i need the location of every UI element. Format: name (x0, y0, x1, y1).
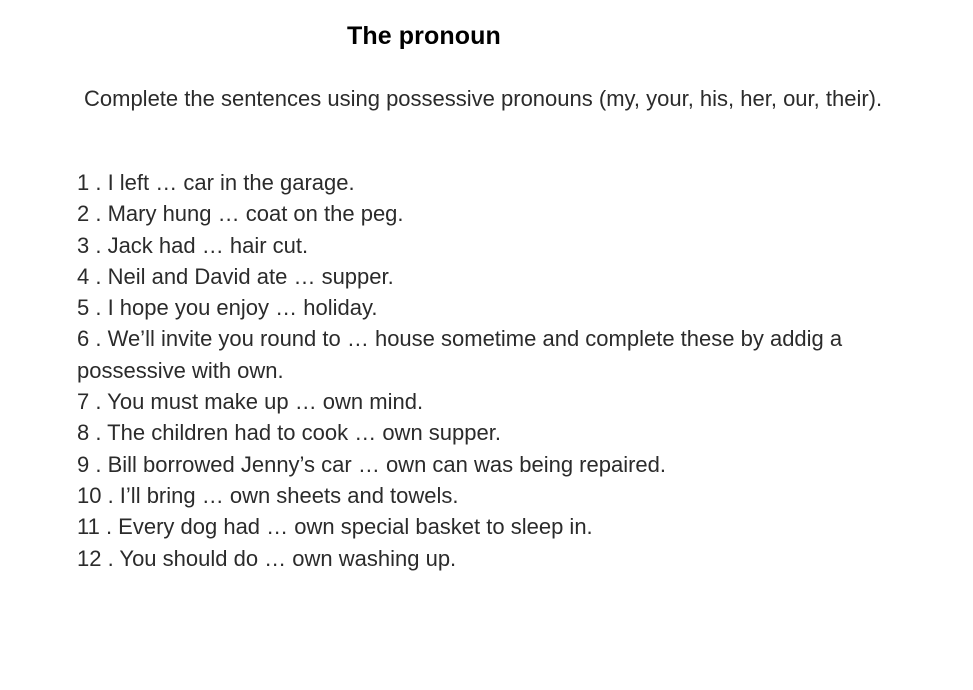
exercise-item-8: 8 . The children had to cook … own supper. (77, 420, 501, 446)
exercise-list (77, 167, 947, 574)
exercise-item-5: 5 . I hope you enjoy … holiday. (77, 295, 378, 321)
exercise-item-9: 9 . Bill borrowed Jenny’s car … own can was being repaired. (77, 451, 667, 477)
exercise-item-11: 11 . Every dog had … own special basket to sleep in. (77, 514, 593, 540)
exercise-item-7: 7 . You must make up … own mind. (77, 389, 424, 415)
exercise-item-12: 12 . You should do … own washing up. (77, 545, 457, 571)
exercise-item-10: 10 . I’ll bring … own sheets and towels. (77, 482, 459, 508)
exercise-item-4: 4 . Neil and David ate … supper. (77, 263, 394, 289)
instructions-text: Complete the sentences using possessive pronouns (my, your, his, her, our, their). (84, 86, 883, 111)
exercise-item-1: 1 . I left … car in the garage. (77, 170, 355, 195)
page-title: The pronoun (347, 22, 501, 50)
instructions-paragraph (77, 84, 947, 113)
exercise-item-6: 6 . We’ll invite you round to … house sometime and complete these by addig a possessive with own. (77, 326, 843, 383)
exercise-item-2: 2 . Mary hung … coat on the peg. (77, 201, 404, 227)
exercise-item-3: 3 . Jack had … hair cut. (77, 232, 309, 258)
